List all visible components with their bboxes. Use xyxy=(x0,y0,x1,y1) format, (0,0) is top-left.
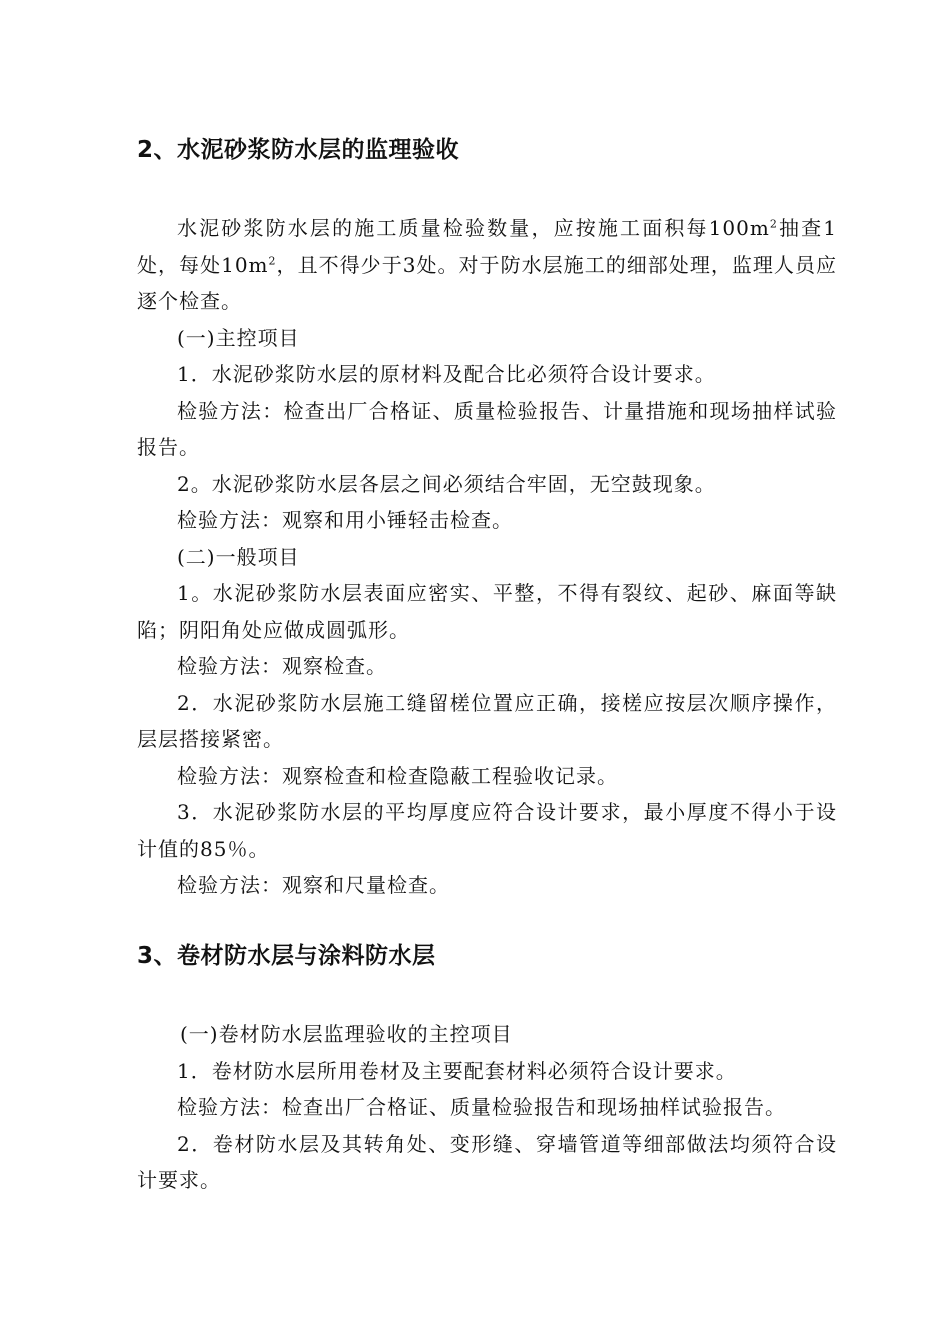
general-item-2-method: 检验方法：观察检查和检查隐蔽工程验收记录。 xyxy=(177,763,618,788)
general-item-3: 3．水泥砂浆防水层的平均厚度应符合设计要求，最小厚度不得小于设计值的85％。 xyxy=(137,800,837,861)
membrane-item-2: 2．卷材防水层及其转角处、变形缝、穿墙管道等细部做法均须符合设计要求。 xyxy=(137,1131,837,1192)
intro-superscript-1: 2 xyxy=(769,217,778,231)
main-item-1: 1．水泥砂浆防水层的原材料及配合比必须符合设计要求。 xyxy=(177,362,716,386)
intro-superscript-2: 2 xyxy=(268,253,277,267)
general-item-3-method: 检验方法：观察和尺量检查。 xyxy=(177,873,450,897)
general-item-2: 2．水泥砂浆防水层施工缝留槎位置应正确，接槎应按层次顺序操作，层层搭接紧密。 xyxy=(137,690,837,751)
membrane-item-1: 1．卷材防水层所用卷材及主要配套材料必须符合设计要求。 xyxy=(177,1058,737,1083)
subsection-heading-membrane-main-items: (一)卷材防水层监理验收的主控项目 xyxy=(180,1022,513,1046)
subsection-heading-main-items: (一)主控项目 xyxy=(177,325,300,350)
main-item-2: 2。水泥砂浆防水层各层之间必须结合牢固，无空鼓现象。 xyxy=(177,471,716,496)
intro-text-a: 水泥砂浆防水层的施工质量检验数量，应按施工面积每100m xyxy=(177,216,770,240)
main-item-1-method: 检验方法：检查出厂合格证、质量检验报告、计量措施和现场抽样试验报告。 xyxy=(137,398,837,459)
intro-text-b: 抽查1处，每处10m xyxy=(137,216,837,277)
section-2-heading: 2、水泥砂浆防水层的监理验收 xyxy=(137,137,460,163)
general-item-1-method: 检验方法：观察检查。 xyxy=(177,654,387,678)
general-item-1: 1。水泥砂浆防水层表面应密实、平整，不得有裂纹、起砂、麻面等缺陷；阴阳角处应做成圆弧形。 xyxy=(137,581,837,642)
subsection-heading-general-items: (二)一般项目 xyxy=(177,544,300,569)
section-3-body xyxy=(137,1016,837,1199)
intro-text-c: ，且不得少于3处。对于防水层施工的细部处理，监理人员应逐个检查。 xyxy=(137,252,837,313)
main-item-2-method: 检验方法：观察和用小锤轻击检查。 xyxy=(177,508,513,532)
section-2-intro-paragraph xyxy=(137,210,837,320)
section-2-body xyxy=(137,210,837,904)
section-3-heading: 3、卷材防水层与涂料防水层 xyxy=(137,943,436,969)
membrane-item-1-method: 检验方法：检查出厂合格证、质量检验报告和现场抽样试验报告。 xyxy=(177,1095,786,1119)
